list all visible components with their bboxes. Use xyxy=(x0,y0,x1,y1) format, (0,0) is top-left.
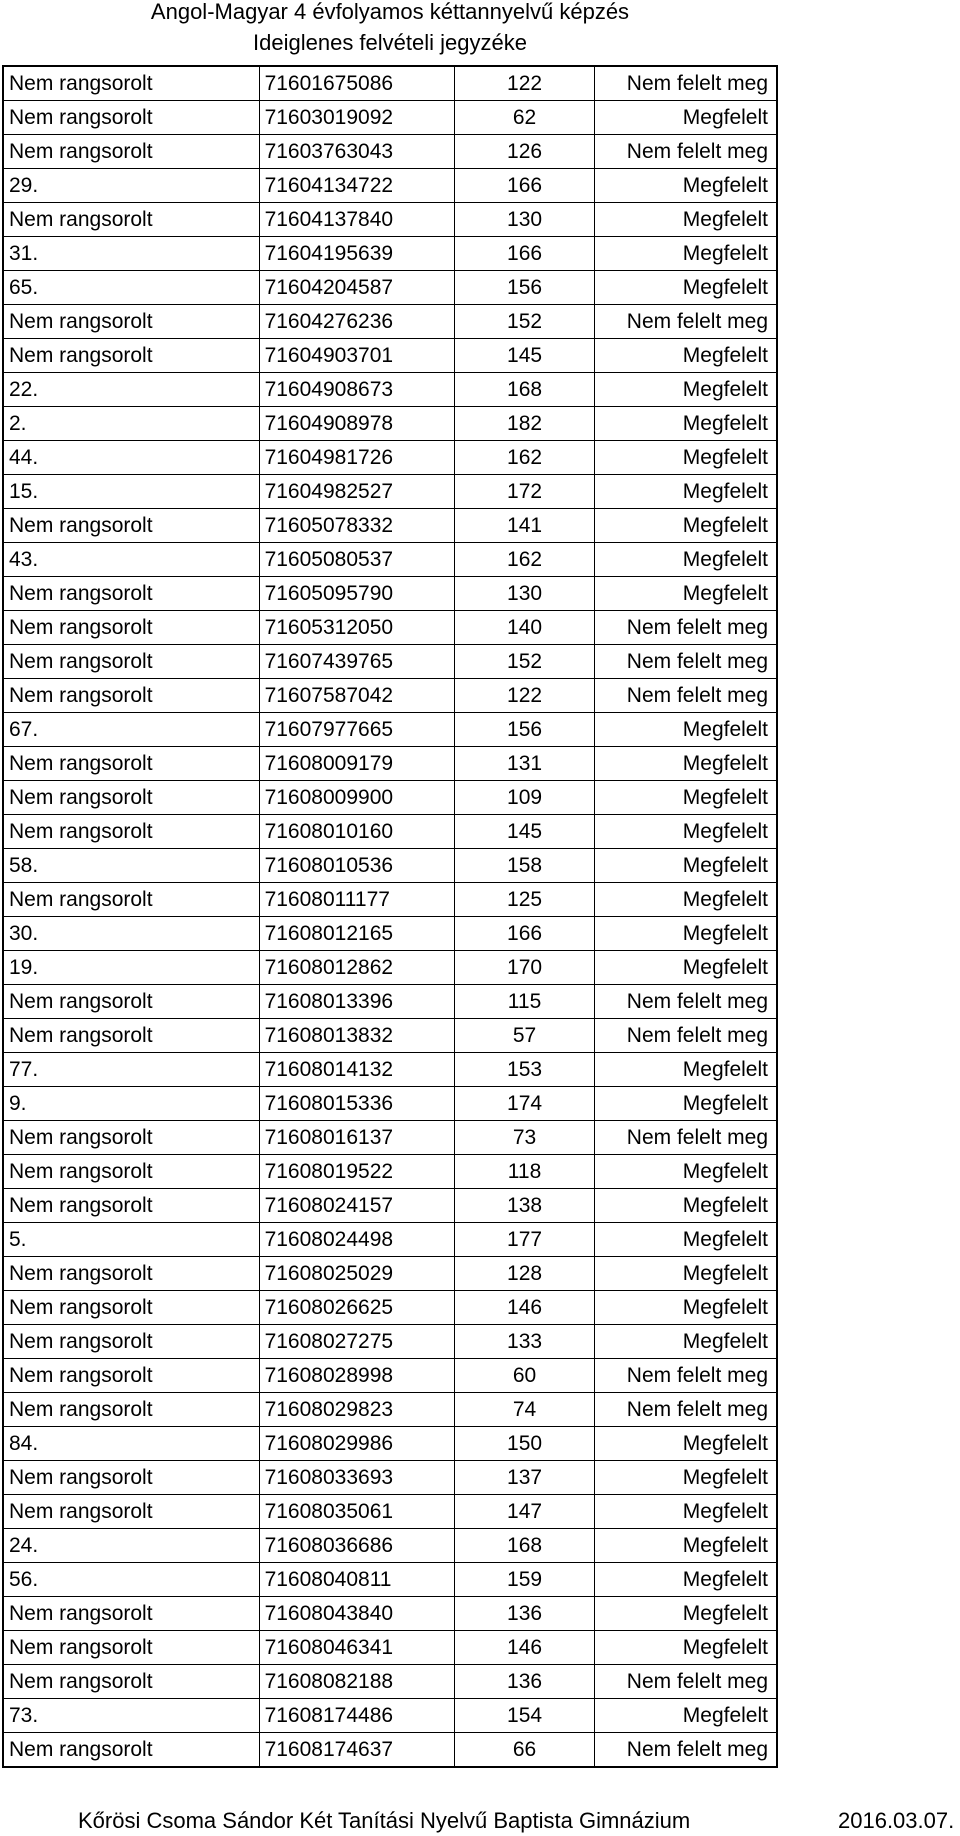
rank-cell: Nem rangsorolt xyxy=(3,1291,259,1325)
applicant-id-cell: 71608013832 xyxy=(259,1019,454,1053)
table-row xyxy=(3,1189,777,1223)
applicant-id-cell: 71608029986 xyxy=(259,1427,454,1461)
table-row xyxy=(3,1733,777,1768)
rank-cell: Nem rangsorolt xyxy=(3,1733,259,1768)
status-cell: Megfelelt xyxy=(595,1529,777,1563)
points-cell: 138 xyxy=(454,1189,595,1223)
applicant-id-cell: 71603763043 xyxy=(259,135,454,169)
applicant-id-cell: 71608027275 xyxy=(259,1325,454,1359)
status-cell: Nem felelt meg xyxy=(595,1121,777,1155)
table-row xyxy=(3,441,777,475)
status-cell: Megfelelt xyxy=(595,1597,777,1631)
table-row xyxy=(3,1563,777,1597)
status-cell: Megfelelt xyxy=(595,1461,777,1495)
page-subtitle: Ideiglenes felvételi jegyzéke xyxy=(253,30,527,55)
points-cell: 174 xyxy=(454,1087,595,1121)
status-cell: Megfelelt xyxy=(595,1325,777,1359)
status-cell: Megfelelt xyxy=(595,237,777,271)
applicant-id-cell: 71608012165 xyxy=(259,917,454,951)
table-row xyxy=(3,1257,777,1291)
table-row xyxy=(3,237,777,271)
points-cell: 146 xyxy=(454,1291,595,1325)
applicant-id-cell: 71608009179 xyxy=(259,747,454,781)
table-row xyxy=(3,747,777,781)
table-row xyxy=(3,101,777,135)
page-title: Angol-Magyar 4 évfolyamos kéttannyelvű képzés xyxy=(150,0,630,24)
status-cell: Megfelelt xyxy=(595,271,777,305)
rank-cell: 5. xyxy=(3,1223,259,1257)
points-cell: 60 xyxy=(454,1359,595,1393)
rank-cell: 15. xyxy=(3,475,259,509)
points-cell: 150 xyxy=(454,1427,595,1461)
rank-cell: Nem rangsorolt xyxy=(3,1019,259,1053)
points-cell: 130 xyxy=(454,577,595,611)
rank-cell: Nem rangsorolt xyxy=(3,1665,259,1699)
applicant-id-cell: 71604908673 xyxy=(259,373,454,407)
points-cell: 130 xyxy=(454,203,595,237)
applicant-id-cell: 71608082188 xyxy=(259,1665,454,1699)
applicant-id-cell: 71604908978 xyxy=(259,407,454,441)
table-row xyxy=(3,135,777,169)
status-cell: Nem felelt meg xyxy=(595,66,777,101)
table-row xyxy=(3,1427,777,1461)
rank-cell: 22. xyxy=(3,373,259,407)
points-cell: 166 xyxy=(454,237,595,271)
status-cell: Megfelelt xyxy=(595,1427,777,1461)
points-cell: 168 xyxy=(454,373,595,407)
applicant-id-cell: 71605078332 xyxy=(259,509,454,543)
table-row xyxy=(3,1699,777,1733)
points-cell: 158 xyxy=(454,849,595,883)
table-row xyxy=(3,271,777,305)
points-cell: 152 xyxy=(454,305,595,339)
rank-cell: Nem rangsorolt xyxy=(3,1189,259,1223)
table-row xyxy=(3,169,777,203)
points-cell: 153 xyxy=(454,1053,595,1087)
status-cell: Nem felelt meg xyxy=(595,1393,777,1427)
applicant-id-cell: 71608029823 xyxy=(259,1393,454,1427)
status-cell: Megfelelt xyxy=(595,1223,777,1257)
applicant-id-cell: 71608024157 xyxy=(259,1189,454,1223)
admission-list-body xyxy=(3,66,777,1767)
rank-cell: 84. xyxy=(3,1427,259,1461)
rank-cell: Nem rangsorolt xyxy=(3,305,259,339)
points-cell: 154 xyxy=(454,1699,595,1733)
applicant-id-cell: 71605312050 xyxy=(259,611,454,645)
table-row xyxy=(3,203,777,237)
applicant-id-cell: 71604195639 xyxy=(259,237,454,271)
points-cell: 156 xyxy=(454,713,595,747)
applicant-id-cell: 71608009900 xyxy=(259,781,454,815)
points-cell: 136 xyxy=(454,1597,595,1631)
table-row xyxy=(3,475,777,509)
points-cell: 126 xyxy=(454,135,595,169)
rank-cell: 2. xyxy=(3,407,259,441)
status-cell: Nem felelt meg xyxy=(595,1733,777,1768)
points-cell: 136 xyxy=(454,1665,595,1699)
table-row xyxy=(3,1121,777,1155)
table-row xyxy=(3,1053,777,1087)
rank-cell: 44. xyxy=(3,441,259,475)
rank-cell: 65. xyxy=(3,271,259,305)
table-row xyxy=(3,1529,777,1563)
points-cell: 162 xyxy=(454,441,595,475)
table-row xyxy=(3,407,777,441)
points-cell: 145 xyxy=(454,339,595,373)
rank-cell: Nem rangsorolt xyxy=(3,815,259,849)
rank-cell: Nem rangsorolt xyxy=(3,1495,259,1529)
status-cell: Megfelelt xyxy=(595,747,777,781)
applicant-id-cell: 71608174486 xyxy=(259,1699,454,1733)
rank-cell: 30. xyxy=(3,917,259,951)
status-cell: Megfelelt xyxy=(595,815,777,849)
rank-cell: Nem rangsorolt xyxy=(3,645,259,679)
applicant-id-cell: 71608019522 xyxy=(259,1155,454,1189)
points-cell: 170 xyxy=(454,951,595,985)
status-cell: Megfelelt xyxy=(595,1087,777,1121)
table-row xyxy=(3,781,777,815)
school-name: Kőrösi Csoma Sándor Két Tanítási Nyelvű Baptista Gimnázium xyxy=(78,1808,691,1833)
table-row xyxy=(3,1495,777,1529)
status-cell: Megfelelt xyxy=(595,1257,777,1291)
status-cell: Megfelelt xyxy=(595,339,777,373)
status-cell: Megfelelt xyxy=(595,509,777,543)
table-row xyxy=(3,611,777,645)
table-row xyxy=(3,883,777,917)
status-cell: Megfelelt xyxy=(595,917,777,951)
rank-cell: Nem rangsorolt xyxy=(3,747,259,781)
applicant-id-cell: 71608024498 xyxy=(259,1223,454,1257)
rank-cell: 43. xyxy=(3,543,259,577)
status-cell: Nem felelt meg xyxy=(595,645,777,679)
table-row xyxy=(3,1631,777,1665)
status-cell: Nem felelt meg xyxy=(595,985,777,1019)
applicant-id-cell: 71607587042 xyxy=(259,679,454,713)
points-cell: 74 xyxy=(454,1393,595,1427)
applicant-id-cell: 71608010160 xyxy=(259,815,454,849)
status-cell: Megfelelt xyxy=(595,169,777,203)
applicant-id-cell: 71604981726 xyxy=(259,441,454,475)
points-cell: 122 xyxy=(454,66,595,101)
status-cell: Megfelelt xyxy=(595,713,777,747)
rank-cell: 24. xyxy=(3,1529,259,1563)
rank-cell: Nem rangsorolt xyxy=(3,1461,259,1495)
points-cell: 118 xyxy=(454,1155,595,1189)
applicant-id-cell: 71607977665 xyxy=(259,713,454,747)
applicant-id-cell: 71608010536 xyxy=(259,849,454,883)
table-row xyxy=(3,1359,777,1393)
document-date: 2016.03.07. xyxy=(838,1808,955,1833)
status-cell: Megfelelt xyxy=(595,577,777,611)
table-row xyxy=(3,1461,777,1495)
points-cell: 168 xyxy=(454,1529,595,1563)
applicant-id-cell: 71604134722 xyxy=(259,169,454,203)
status-cell: Megfelelt xyxy=(595,1631,777,1665)
status-cell: Megfelelt xyxy=(595,407,777,441)
rank-cell: 58. xyxy=(3,849,259,883)
status-cell: Nem felelt meg xyxy=(595,1019,777,1053)
points-cell: 109 xyxy=(454,781,595,815)
rank-cell: Nem rangsorolt xyxy=(3,1359,259,1393)
applicant-id-cell: 71604137840 xyxy=(259,203,454,237)
points-cell: 133 xyxy=(454,1325,595,1359)
points-cell: 172 xyxy=(454,475,595,509)
table-row xyxy=(3,917,777,951)
table-row xyxy=(3,1325,777,1359)
applicant-id-cell: 71603019092 xyxy=(259,101,454,135)
status-cell: Megfelelt xyxy=(595,1699,777,1733)
applicant-id-cell: 71608046341 xyxy=(259,1631,454,1665)
applicant-id-cell: 71605080537 xyxy=(259,543,454,577)
table-row xyxy=(3,509,777,543)
admission-list-table xyxy=(2,65,778,1768)
status-cell: Megfelelt xyxy=(595,781,777,815)
applicant-id-cell: 71607439765 xyxy=(259,645,454,679)
table-row xyxy=(3,1597,777,1631)
table-row xyxy=(3,577,777,611)
applicant-id-cell: 71604982527 xyxy=(259,475,454,509)
points-cell: 162 xyxy=(454,543,595,577)
table-row xyxy=(3,1155,777,1189)
status-cell: Megfelelt xyxy=(595,849,777,883)
applicant-id-cell: 71608033693 xyxy=(259,1461,454,1495)
rank-cell: Nem rangsorolt xyxy=(3,101,259,135)
status-cell: Megfelelt xyxy=(595,475,777,509)
applicant-id-cell: 71608174637 xyxy=(259,1733,454,1768)
applicant-id-cell: 71608013396 xyxy=(259,985,454,1019)
applicant-id-cell: 71608011177 xyxy=(259,883,454,917)
rank-cell: 31. xyxy=(3,237,259,271)
table-row xyxy=(3,985,777,1019)
table-row xyxy=(3,1087,777,1121)
rank-cell: Nem rangsorolt xyxy=(3,1393,259,1427)
applicant-id-cell: 71608035061 xyxy=(259,1495,454,1529)
status-cell: Nem felelt meg xyxy=(595,305,777,339)
status-cell: Megfelelt xyxy=(595,1495,777,1529)
points-cell: 131 xyxy=(454,747,595,781)
status-cell: Nem felelt meg xyxy=(595,611,777,645)
rank-cell: Nem rangsorolt xyxy=(3,679,259,713)
table-row xyxy=(3,66,777,101)
points-cell: 66 xyxy=(454,1733,595,1768)
status-cell: Megfelelt xyxy=(595,1189,777,1223)
rank-cell: 56. xyxy=(3,1563,259,1597)
rank-cell: Nem rangsorolt xyxy=(3,985,259,1019)
points-cell: 159 xyxy=(454,1563,595,1597)
rank-cell: 29. xyxy=(3,169,259,203)
rank-cell: Nem rangsorolt xyxy=(3,1325,259,1359)
table-row xyxy=(3,815,777,849)
applicant-id-cell: 71601675086 xyxy=(259,66,454,101)
rank-cell: 9. xyxy=(3,1087,259,1121)
rank-cell: Nem rangsorolt xyxy=(3,1155,259,1189)
points-cell: 182 xyxy=(454,407,595,441)
rank-cell: Nem rangsorolt xyxy=(3,883,259,917)
applicant-id-cell: 71608015336 xyxy=(259,1087,454,1121)
table-row xyxy=(3,849,777,883)
points-cell: 166 xyxy=(454,917,595,951)
table-row xyxy=(3,679,777,713)
rank-cell: 77. xyxy=(3,1053,259,1087)
rank-cell: Nem rangsorolt xyxy=(3,1631,259,1665)
points-cell: 115 xyxy=(454,985,595,1019)
applicant-id-cell: 71608040811 xyxy=(259,1563,454,1597)
status-cell: Nem felelt meg xyxy=(595,1665,777,1699)
table-row xyxy=(3,645,777,679)
applicant-id-cell: 71605095790 xyxy=(259,577,454,611)
applicant-id-cell: 71608014132 xyxy=(259,1053,454,1087)
applicant-id-cell: 71604204587 xyxy=(259,271,454,305)
status-cell: Megfelelt xyxy=(595,441,777,475)
points-cell: 62 xyxy=(454,101,595,135)
applicant-id-cell: 71608043840 xyxy=(259,1597,454,1631)
status-cell: Megfelelt xyxy=(595,101,777,135)
table-row xyxy=(3,1223,777,1257)
rank-cell: Nem rangsorolt xyxy=(3,66,259,101)
rank-cell: 67. xyxy=(3,713,259,747)
points-cell: 152 xyxy=(454,645,595,679)
status-cell: Nem felelt meg xyxy=(595,1359,777,1393)
table-row xyxy=(3,951,777,985)
points-cell: 146 xyxy=(454,1631,595,1665)
table-row xyxy=(3,339,777,373)
status-cell: Megfelelt xyxy=(595,373,777,407)
status-cell: Nem felelt meg xyxy=(595,679,777,713)
applicant-id-cell: 71604903701 xyxy=(259,339,454,373)
applicant-id-cell: 71604276236 xyxy=(259,305,454,339)
rank-cell: Nem rangsorolt xyxy=(3,135,259,169)
points-cell: 147 xyxy=(454,1495,595,1529)
status-cell: Megfelelt xyxy=(595,1291,777,1325)
applicant-id-cell: 71608036686 xyxy=(259,1529,454,1563)
table-row xyxy=(3,1665,777,1699)
rank-cell: Nem rangsorolt xyxy=(3,1121,259,1155)
table-row xyxy=(3,713,777,747)
applicant-id-cell: 71608028998 xyxy=(259,1359,454,1393)
table-row xyxy=(3,305,777,339)
points-cell: 145 xyxy=(454,815,595,849)
rank-cell: Nem rangsorolt xyxy=(3,1597,259,1631)
points-cell: 166 xyxy=(454,169,595,203)
points-cell: 137 xyxy=(454,1461,595,1495)
rank-cell: Nem rangsorolt xyxy=(3,577,259,611)
applicant-id-cell: 71608026625 xyxy=(259,1291,454,1325)
rank-cell: Nem rangsorolt xyxy=(3,509,259,543)
status-cell: Megfelelt xyxy=(595,951,777,985)
status-cell: Nem felelt meg xyxy=(595,135,777,169)
applicant-id-cell: 71608025029 xyxy=(259,1257,454,1291)
status-cell: Megfelelt xyxy=(595,203,777,237)
points-cell: 73 xyxy=(454,1121,595,1155)
applicant-id-cell: 71608016137 xyxy=(259,1121,454,1155)
status-cell: Megfelelt xyxy=(595,883,777,917)
table-row xyxy=(3,1393,777,1427)
points-cell: 177 xyxy=(454,1223,595,1257)
table-row xyxy=(3,1019,777,1053)
status-cell: Megfelelt xyxy=(595,543,777,577)
points-cell: 140 xyxy=(454,611,595,645)
rank-cell: Nem rangsorolt xyxy=(3,339,259,373)
table-row xyxy=(3,1291,777,1325)
points-cell: 125 xyxy=(454,883,595,917)
points-cell: 128 xyxy=(454,1257,595,1291)
points-cell: 122 xyxy=(454,679,595,713)
applicant-id-cell: 71608012862 xyxy=(259,951,454,985)
points-cell: 156 xyxy=(454,271,595,305)
rank-cell: Nem rangsorolt xyxy=(3,781,259,815)
table-row xyxy=(3,373,777,407)
rank-cell: Nem rangsorolt xyxy=(3,611,259,645)
table-row xyxy=(3,543,777,577)
rank-cell: 19. xyxy=(3,951,259,985)
rank-cell: Nem rangsorolt xyxy=(3,1257,259,1291)
status-cell: Megfelelt xyxy=(595,1053,777,1087)
status-cell: Megfelelt xyxy=(595,1563,777,1597)
points-cell: 57 xyxy=(454,1019,595,1053)
rank-cell: Nem rangsorolt xyxy=(3,203,259,237)
rank-cell: 73. xyxy=(3,1699,259,1733)
status-cell: Megfelelt xyxy=(595,1155,777,1189)
points-cell: 141 xyxy=(454,509,595,543)
